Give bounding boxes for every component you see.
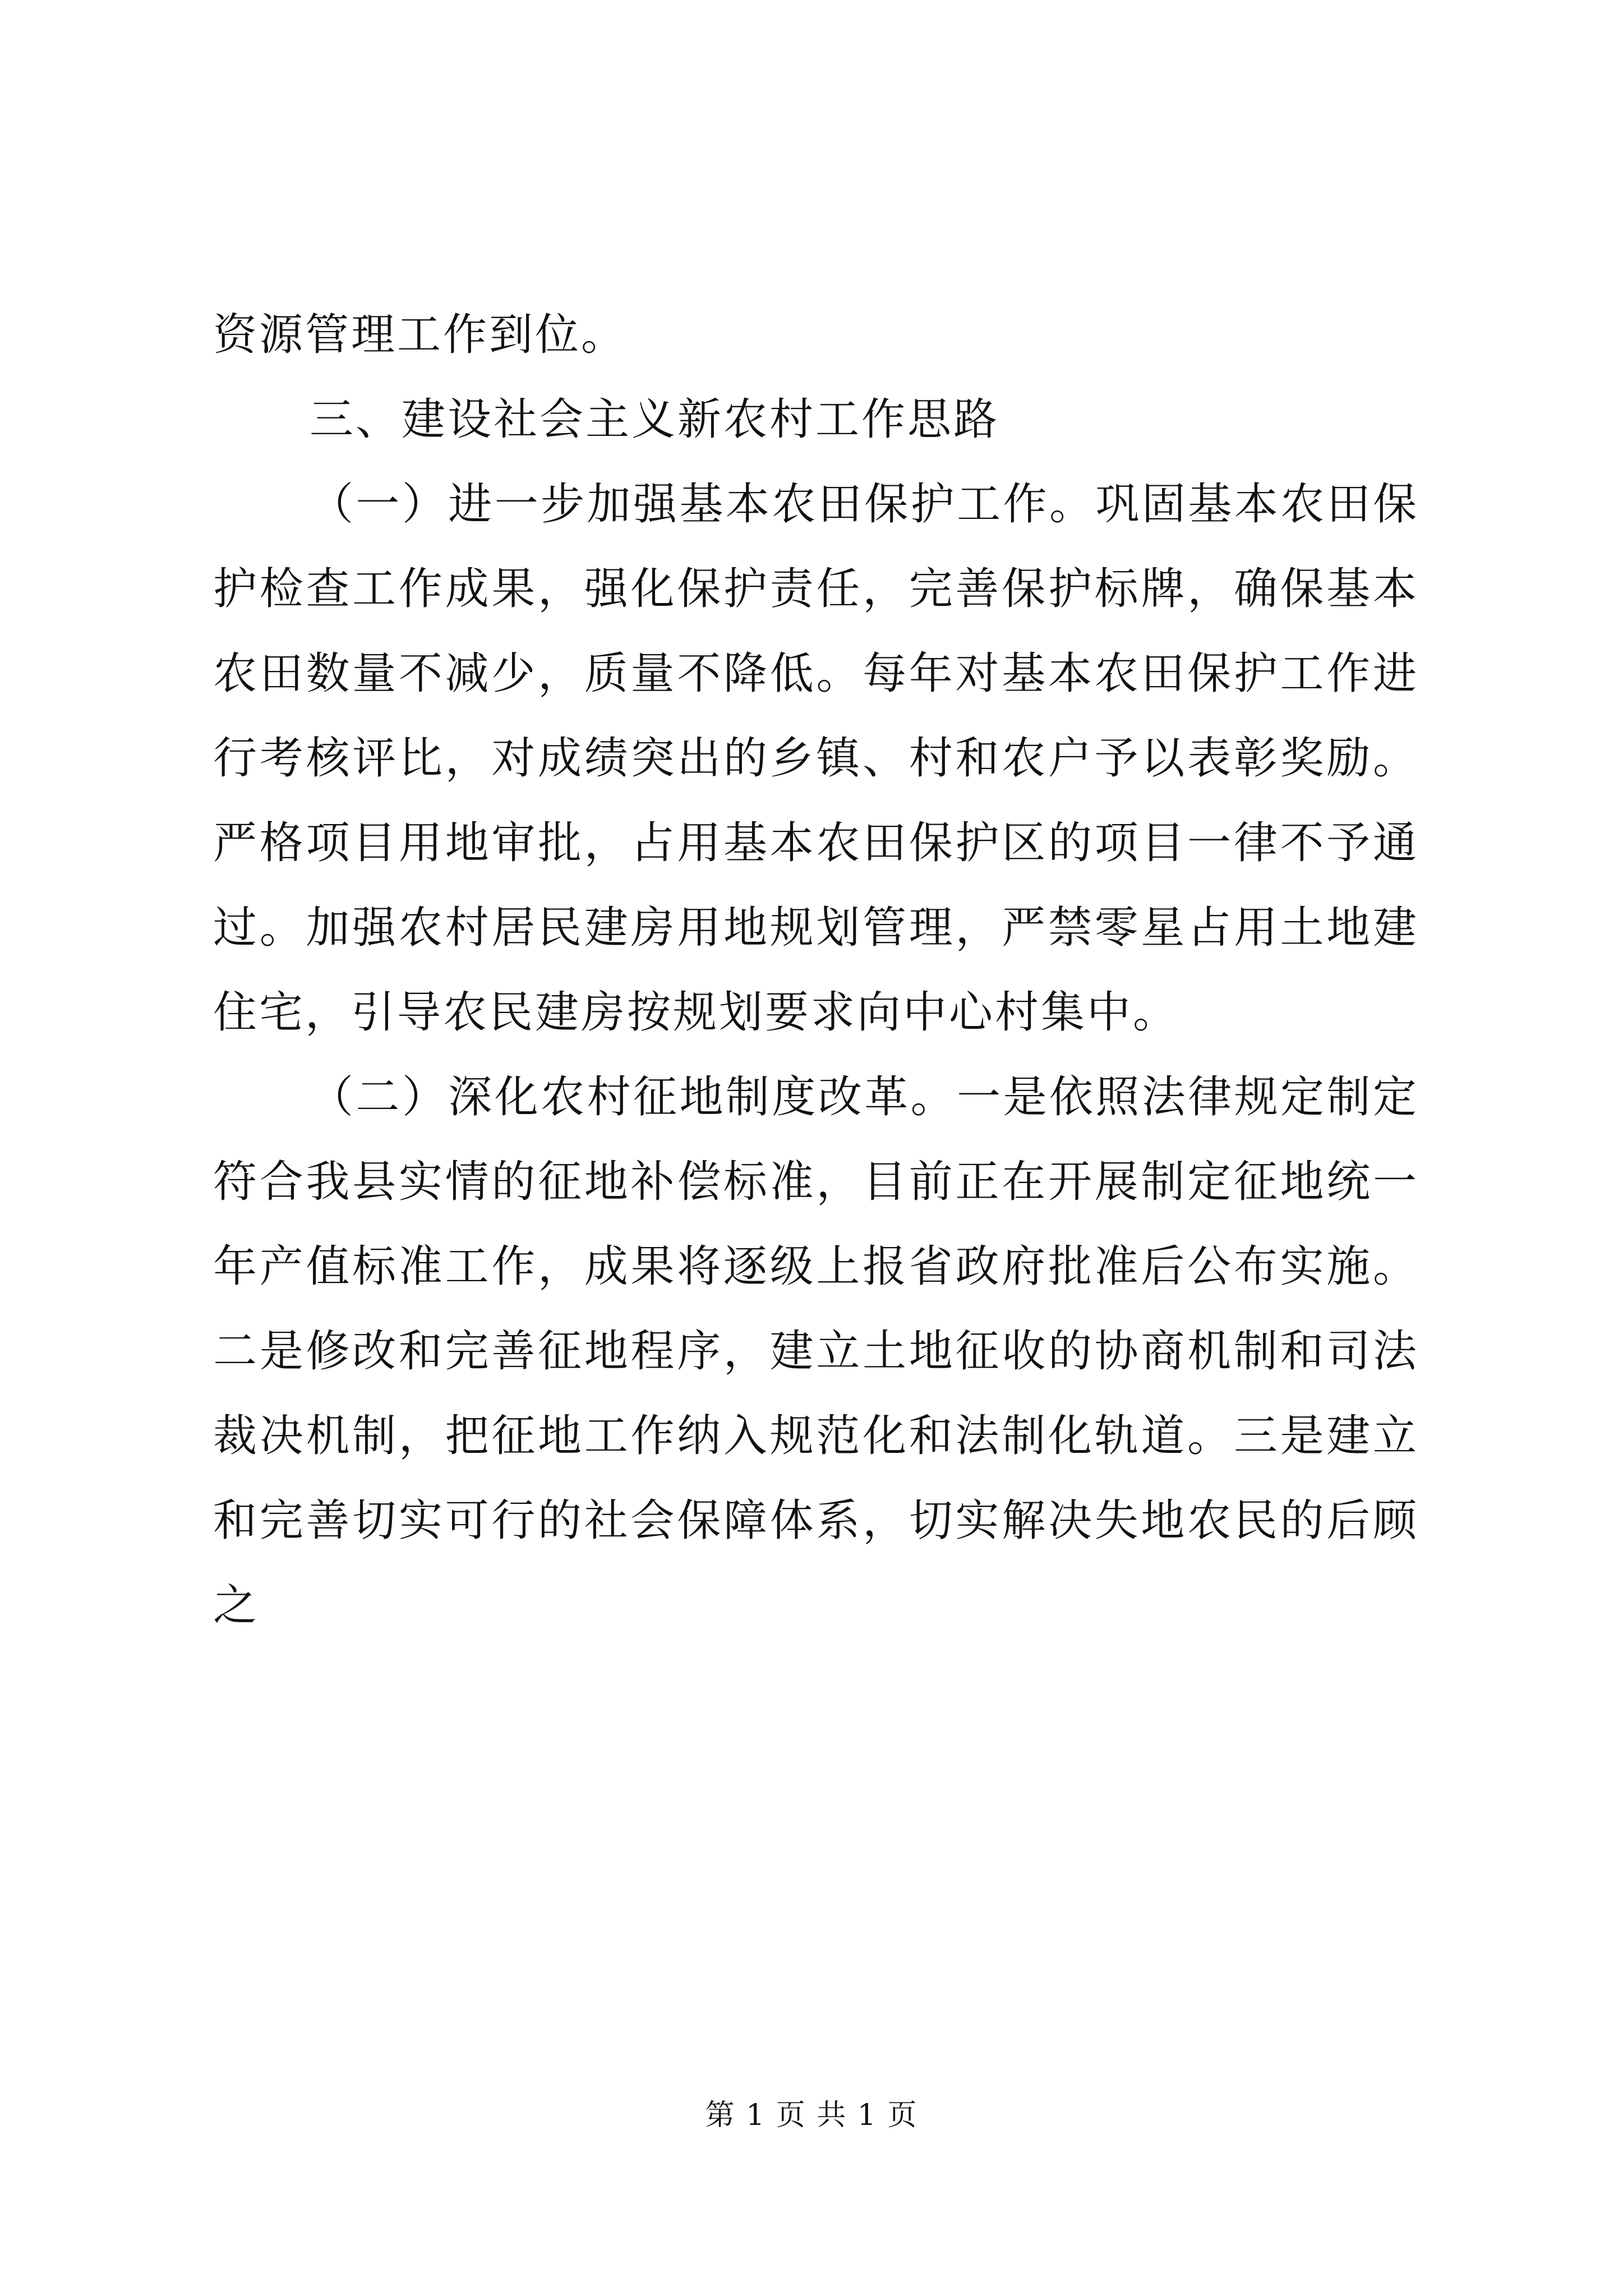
paragraph-land-acquisition-reform: （二）深化农村征地制度改革。一是依照法律规定制定符合我县实情的征地补偿标准，目前正在开展制定征地统一年产值标准工作，成果将逐级上报省政府批准后公布实施。二是修改和完善征地程序，建立土地征收的协商机制和司法裁决机制，把征地工作纳入规范化和法制化轨道。三是建立和完善切实可行的社会保障体系，切实解决失地农民的后顾之 [213,1072,1419,1631]
paragraph-continuation: 资源管理工作到位。 [213,310,628,360]
paragraph-farmland-protection: （一）进一步加强基本农田保护工作。巩固基本农田保护检查工作成果，强化保护责任，完善保护标牌，确保基本农田数量不减少，质量不降低。每年对基本农田保护工作进行考核评比，对成绩突出的乡镇、村和农户予以表彰奖励。严格项目用地审批，占用基本农田保护区的项目一律不予通过。加强农村居民建房用地规划管理，严禁零星占用土地建住宅，引导农民建房按规划要求向中心村集中。 [213,479,1419,1038]
section-heading: 三、建设社会主义新农村工作思路 [310,394,1000,445]
page-footer: 第 1 页 共 1 页 [705,2099,918,2132]
document-body [213,293,1419,1648]
